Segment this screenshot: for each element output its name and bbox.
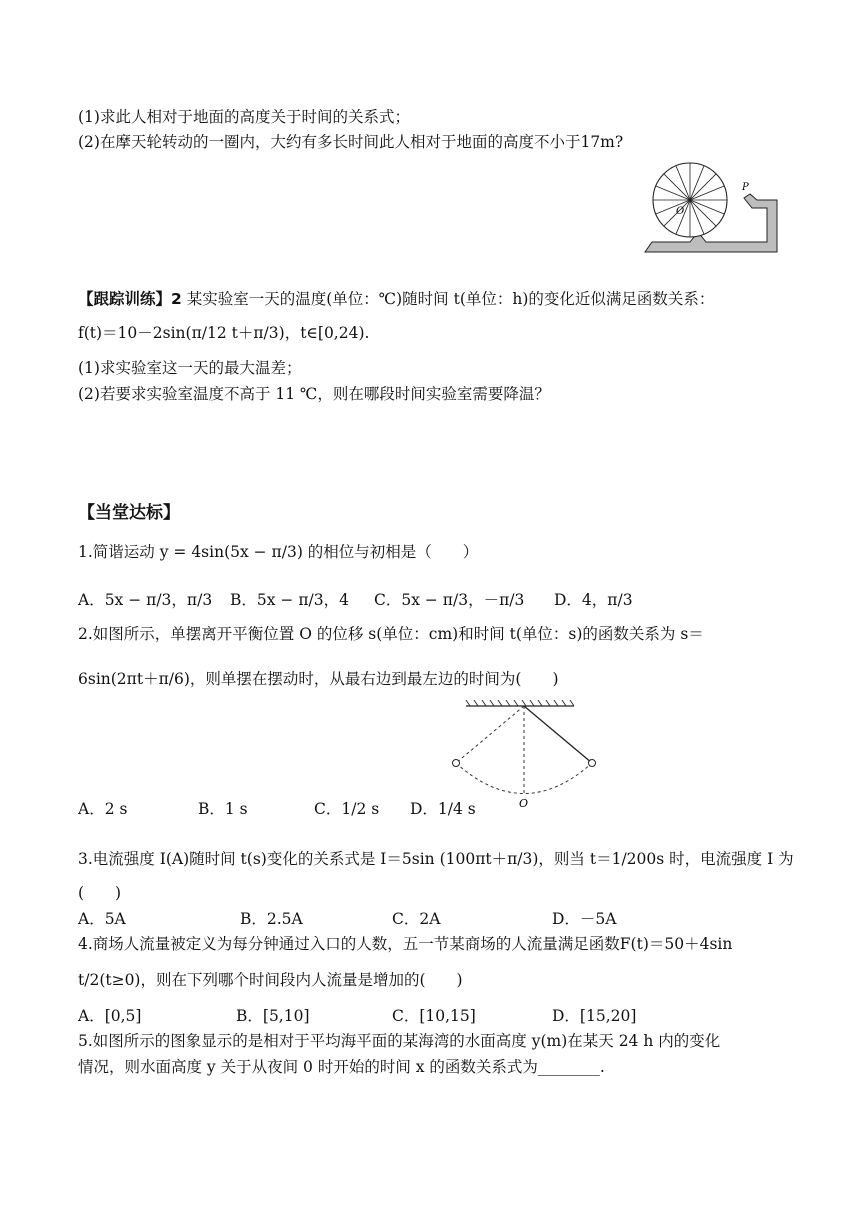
q3-option-d: D．－5A xyxy=(552,910,617,928)
q4-option-c: C．[10,15] xyxy=(392,1007,476,1025)
follow-tag: 【跟踪训练】2 xyxy=(78,290,182,308)
q4-option-b: B．[5,10] xyxy=(236,1007,310,1025)
label-o: O xyxy=(676,206,685,217)
q3-stem-1: 3.电流强度 I(A)随时间 t(s)变化的关系式是 I＝5sin (100πt＋π/3)，则当 t＝1/200s 时，电流强度 I 为 xyxy=(78,850,794,868)
q4-option-a: A．[0,5] xyxy=(78,1007,142,1025)
q1-option-a: A．5x − π/3，π/3 xyxy=(78,591,213,609)
follow-part2: (2)若要求实验室温度不高于 11 ℃，则在哪段时间实验室需要降温？ xyxy=(78,385,550,403)
prev-part1: (1)求此人相对于地面的高度关于时间的关系式； xyxy=(78,108,410,126)
follow-stem-text: 某实验室一天的温度(单位：℃)随时间 t(单位：h)的变化近似满足函数关系： xyxy=(181,290,715,308)
q3-option-c: C．2A xyxy=(392,910,441,928)
q2-stem-2: 6sin(2πt＋π/6)，则单摆在摆动时，从最右边到最左边的时间为( ) xyxy=(78,670,559,688)
ferris-wheel-figure xyxy=(642,152,782,256)
follow-part1: (1)求实验室这一天的最大温差； xyxy=(78,359,302,377)
q1-option-c: C．5x − π/3，－π/3 xyxy=(374,591,525,609)
q5-stem-1: 5.如图所示的图象显示的是相对于平均海平面的某海湾的水面高度 y(m)在某天 24 h 内的变化 xyxy=(78,1032,721,1050)
q3-stem-2: ( ) xyxy=(78,884,122,902)
pendulum-figure xyxy=(448,700,608,812)
follow-formula-text: f(t)＝10－2sin(π/12 t＋π/3)，t∈[0,24). xyxy=(78,324,370,342)
label-o: O xyxy=(519,797,529,810)
q3-option-b: B．2.5A xyxy=(240,910,303,928)
follow-formula xyxy=(78,322,369,344)
q1-option-d: D．4，π/3 xyxy=(554,591,633,609)
prev-part2: (2)在摩天轮转动的一圈内，大约有多长时间此人相对于地面的高度不小于17m? xyxy=(78,133,624,151)
q4-stem-2: t/2(t≥0)，则在下列哪个时间段内人流量是增加的( ) xyxy=(78,971,463,989)
q4-option-d: D．[15,20] xyxy=(552,1007,637,1025)
q2-stem-1: 2.如图所示，单摆离开平衡位置 O 的位移 s(单位：cm)和时间 t(单位：s)的函数关系为 s＝ xyxy=(78,625,704,643)
q1-stem: 1.简谐运动 y = 4sin(5x − π/3) 的相位与初相是（ ） xyxy=(78,543,479,561)
q1-option-b: B．5x − π/3，4 xyxy=(230,591,349,609)
q2-option-a: A．2 s xyxy=(78,800,128,818)
q5-stem-2: 情况，则水面高度 y 关于从夜间 0 时开始的时间 x 的函数关系式为________. xyxy=(78,1058,605,1076)
q3-option-a: A．5A xyxy=(78,910,126,928)
q2-option-b: B．1 s xyxy=(198,800,248,818)
q2-option-c: C．1/2 s xyxy=(314,800,380,818)
q2-option-d: D．1/4 s xyxy=(410,800,476,818)
q4-stem-1: 4.商场人流量被定义为每分钟通过入口的人数，五一节某商场的人流量满足函数F(t)＝50＋4sin xyxy=(78,935,733,953)
section-title: 【当堂达标】 xyxy=(78,503,180,523)
label-p: P xyxy=(742,182,749,193)
follow-stem xyxy=(78,288,714,310)
